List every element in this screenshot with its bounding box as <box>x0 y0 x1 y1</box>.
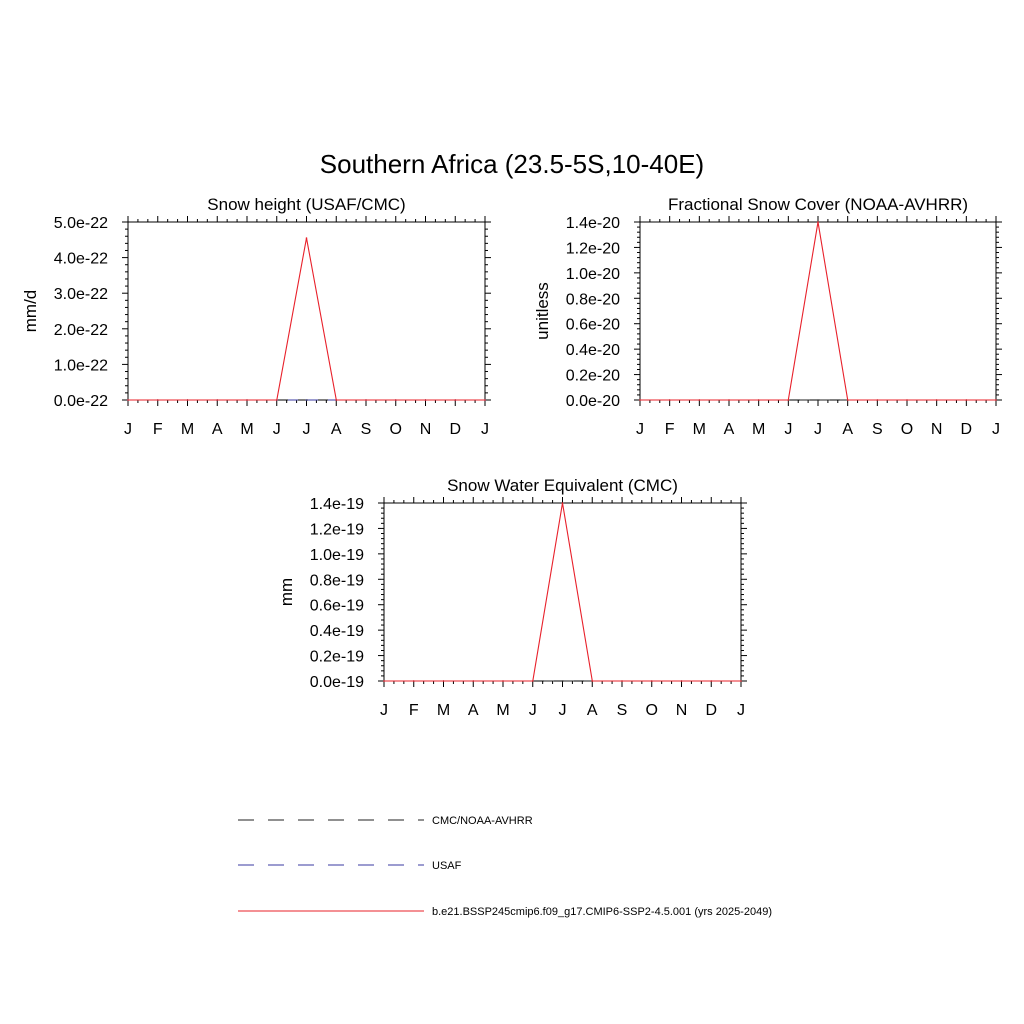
data-point <box>847 399 849 401</box>
data-point <box>306 399 308 401</box>
y-tick-label: 1.4e-20 <box>565 215 620 232</box>
x-tick-label: J <box>992 421 1000 438</box>
data-point <box>788 399 790 401</box>
data-point <box>484 399 486 401</box>
chart-panel-3 <box>277 476 747 719</box>
x-tick-label: D <box>960 421 973 438</box>
x-tick-label: M <box>692 421 706 438</box>
data-point <box>651 680 653 682</box>
data-point <box>395 399 397 401</box>
data-point <box>621 680 623 682</box>
y-tick-label: 0.2e-20 <box>565 367 620 385</box>
x-tick-label: A <box>842 421 854 438</box>
y-tick-label: 4.0e-22 <box>53 250 108 268</box>
x-tick-label: J <box>737 702 745 719</box>
data-point <box>472 680 474 682</box>
data-point <box>681 680 683 682</box>
data-point <box>276 399 278 401</box>
x-tick-label: J <box>124 421 132 438</box>
x-tick-label: S <box>616 702 628 719</box>
x-tick-label: A <box>586 702 598 719</box>
y-axis-label: mm <box>277 577 296 607</box>
x-tick-label: O <box>389 421 402 438</box>
data-point <box>413 680 415 682</box>
legend <box>238 815 772 918</box>
chart-panel-1 <box>21 195 491 438</box>
data-point <box>817 221 819 223</box>
x-tick-label: S <box>360 421 372 438</box>
data-point <box>591 680 593 682</box>
x-tick-label: J <box>784 421 793 438</box>
x-tick-label: A <box>723 421 735 438</box>
legend-label: b.e21.BSSP245cmip6.f09_g17.CMIP6-SSP2-4.5.001 (yrs 2025-2049) <box>432 906 772 918</box>
x-tick-label: M <box>240 421 254 438</box>
data-point <box>966 399 968 401</box>
data-point <box>758 399 760 401</box>
data-point <box>383 680 385 682</box>
y-tick-label: 3.0e-22 <box>53 286 108 304</box>
x-tick-label: M <box>752 421 766 438</box>
y-tick-label: 2.0e-22 <box>53 321 108 339</box>
data-point <box>995 399 997 401</box>
x-tick-label: A <box>211 421 223 438</box>
data-point <box>425 399 427 401</box>
x-tick-label: N <box>419 421 432 438</box>
y-tick-label: 0.0e-22 <box>53 393 108 410</box>
series-line <box>640 222 996 400</box>
y-tick-label: 0.6e-20 <box>565 316 620 334</box>
data-point <box>669 399 671 401</box>
legend-label: USAF <box>432 860 462 872</box>
y-tick-label: 1.2e-20 <box>565 240 620 258</box>
x-tick-label: N <box>675 702 688 719</box>
plot-frame <box>384 503 741 681</box>
y-tick-label: 0.8e-19 <box>309 572 364 590</box>
x-tick-label: F <box>152 421 163 438</box>
x-tick-label: O <box>645 702 658 719</box>
y-tick-label: 0.0e-20 <box>565 393 620 410</box>
data-point <box>365 399 367 401</box>
data-point <box>562 502 564 504</box>
data-point <box>817 399 819 401</box>
x-tick-label: J <box>302 421 311 438</box>
data-point <box>502 680 504 682</box>
data-point <box>936 399 938 401</box>
data-point <box>454 399 456 401</box>
series-line <box>128 238 485 400</box>
data-point <box>562 680 564 682</box>
y-tick-label: 0.2e-19 <box>309 648 364 666</box>
x-tick-label: M <box>436 702 451 719</box>
y-tick-label: 1.2e-19 <box>309 521 364 539</box>
x-tick-label: J <box>558 702 567 719</box>
y-tick-label: 0.0e-19 <box>309 674 364 691</box>
x-tick-label: M <box>180 421 195 438</box>
y-tick-label: 0.8e-20 <box>565 291 620 309</box>
data-point <box>699 399 701 401</box>
x-tick-label: A <box>330 421 342 438</box>
chart-title: Fractional Snow Cover (NOAA-AVHRR) <box>667 195 969 214</box>
series-line <box>384 503 741 681</box>
data-point <box>532 680 534 682</box>
x-tick-label: M <box>496 702 510 719</box>
data-point <box>877 399 879 401</box>
x-tick-label: J <box>636 421 644 438</box>
x-tick-label: J <box>380 702 388 719</box>
chart-panels <box>21 195 1002 719</box>
x-tick-label: F <box>408 702 419 719</box>
y-tick-label: 0.4e-19 <box>309 623 364 641</box>
data-point <box>335 399 337 401</box>
data-point <box>187 399 189 401</box>
x-tick-label: J <box>481 421 489 438</box>
x-tick-label: F <box>664 421 675 438</box>
x-tick-label: J <box>814 421 822 438</box>
data-point <box>639 399 641 401</box>
x-tick-label: J <box>272 421 281 438</box>
x-tick-label: O <box>900 421 914 438</box>
data-point <box>127 399 129 401</box>
chart-title: Snow Water Equivalent (CMC) <box>447 476 678 495</box>
data-point <box>216 399 218 401</box>
plot-frame <box>128 222 485 400</box>
chart-panel-2 <box>533 195 1002 438</box>
data-point <box>740 680 742 682</box>
y-axis-label: unitless <box>533 282 552 340</box>
data-point <box>443 680 445 682</box>
data-point <box>157 399 159 401</box>
y-tick-label: 1.0e-19 <box>309 546 364 564</box>
plot-frame <box>640 222 996 400</box>
data-point <box>906 399 908 401</box>
y-tick-label: 1.0e-20 <box>565 265 620 283</box>
y-axis-label: mm/d <box>21 289 40 333</box>
data-point <box>246 399 248 401</box>
data-point <box>710 680 712 682</box>
data-point <box>306 237 308 239</box>
x-tick-label: A <box>467 702 479 719</box>
y-tick-label: 0.4e-20 <box>565 342 620 360</box>
x-tick-label: N <box>930 421 943 438</box>
legend-label: CMC/NOAA-AVHRR <box>432 815 533 827</box>
chart-title: Snow height (USAF/CMC) <box>207 195 406 214</box>
data-point <box>728 399 730 401</box>
y-tick-label: 5.0e-22 <box>53 215 108 232</box>
x-tick-label: J <box>528 702 537 719</box>
y-tick-label: 1.0e-22 <box>53 357 108 375</box>
figure-title: Southern Africa (23.5-5S,10-40E) <box>319 149 705 179</box>
x-tick-label: S <box>871 421 883 438</box>
y-tick-label: 0.6e-19 <box>309 597 364 615</box>
x-tick-label: D <box>705 702 718 719</box>
x-tick-label: D <box>449 421 462 438</box>
y-tick-label: 1.4e-19 <box>309 496 364 513</box>
